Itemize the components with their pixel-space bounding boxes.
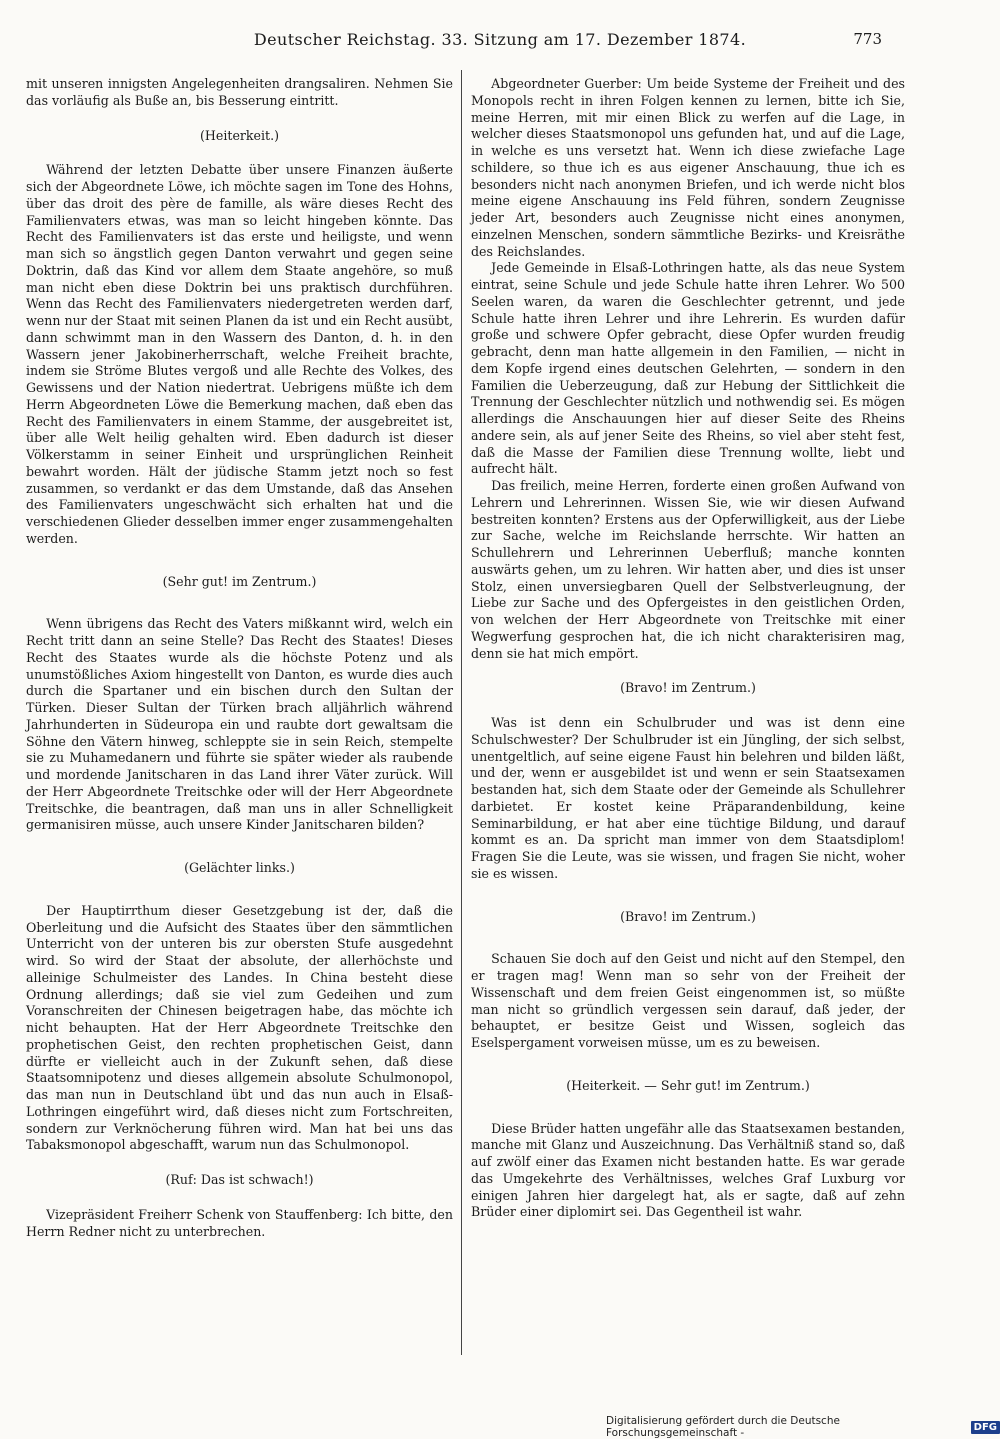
reaction: (Bravo! im Zentrum.) [620, 908, 756, 924]
paragraph: Das freilich, meine Herren, forderte einen großen Aufwand von Lehrern und Lehrerinnen. Wissen Sie, wie wir diesen Aufwand bestreiten konnten? Erstens aus der Opferwilligkeit, aus der Liebe zur Sache, welche im Reichslande herrschte. Wir hatten an Schullehrern und Lehrerinnen Ueberfluß; manche konnten auswärts gehen, um zu lehren. Wir hatten aber, und dies ist unser Stolz, einen unversiegbaren Quell der Selbstverleugnung, der Liebe zur Sache und des Opfergeistes in den geistlichen Orden, von welchen der Herr Abgeordnete von Treitschke mit einer Wegwerfung gesprochen hat, die ich nicht charakterisiren mag, denn sie hat mich empört. [471, 478, 905, 661]
paragraph: Vizepräsident Freiherr Schenk von Stauffenberg: Ich bitte, den Herrn Redner nicht zu unterbrechen. [26, 1206, 453, 1239]
dfg-logo: DFG [971, 1421, 1000, 1434]
paragraph: Wenn übrigens das Recht des Vaters mißkannt wird, welch ein Recht tritt dann an seine Stelle? Das Recht des Staates! Dieses Recht des Staates wurde als die höchste Potenz und als unumstößliches Axiom hingestellt von Danton, es wurde dies auch durch die Spartaner und ein bischen durch den Sultan der Türken. Dieser Sultan der Türken brach alljährlich während Jahrhunderten in Südeuropa ein und raubte dort gewaltsam die Söhne den Vätern hinweg, schleppte sie in sein Reich, stempelte sie zu Muhamedanern und führte sie später wieder als raubende und mordende Janitscharen in das Land ihrer Väter zurück. Will der Herr Abgeordnete Treitschke oder will der Herr Abgeordnete Treitschke, die beantragen, daß man uns in aller Schnelligkeit germanisiren müsse, auch unsere Kinder Janitscharen bilden? [26, 616, 453, 833]
reaction: (Ruf: Das ist schwach!) [165, 1172, 314, 1187]
paragraph: mit unseren innigsten Angelegenheiten drangsaliren. Nehmen Sie das vorläufig als Buße an, bis Besserung eintritt. [26, 76, 453, 108]
running-title: Deutscher Reichstag. 33. Sitzung am 17. Dezember 1874. [253, 30, 747, 49]
paragraph: Während der letzten Debatte über unsere Finanzen äußerte sich der Abgeordnete Löwe, ich möchte sagen im Tone des Hohns, über das droit des père de famille, als wäre dieses Recht des Familienvaters etwas, was man so leicht hingeben könnte. Das Recht des Familienvaters ist das erste und heiligste, und wenn man sich so ängstlich gegen Danton verwahrt und gegen seine Doktrin, daß das Kind vor allem dem Staate angehöre, so muß man nicht eben diese Doktrin bei uns praktisch durchführen. Wenn das Recht des Familienvaters niedergetreten werden darf, wenn nur der Staat mit seinen Planen da ist und ein Recht ausübt, dann schwimmt man in den Wassern des Danton, d. h. in den Wassern jener Jakobinerherrschaft, welche Freiheit brachte, indem sie Ströme Blutes vergoß und alle Rechte des Volkes, des Gewissens und der Nation niedertrat. Uebrigens müßte ich dem Herrn Abgeordneten Löwe die Bemerkung machen, daß eben das Recht des Familienvaters in einem Stamme, der ausgebreitet ist, über alle Welt heilig gehalten wird. Eben dadurch ist dieser Völkerstamm in seiner Einheit und ursprünglichen Reinheit bewahrt worden. Hält der jüdische Stamm jetzt noch so fest zusammen, so verdankt er das dem Umstande, daß das Ansehen des Familienvaters ungeschwächt sich erhalten hat und die verschiedenen Glieder desselben immer enger zusammengehalten werden. [26, 162, 453, 546]
digitization-footer [606, 1415, 1000, 1439]
left-column [26, 76, 453, 1240]
page-number: 773 [853, 30, 882, 48]
footer-text: Digitalisierung gefördert durch die Deutsche Forschungsgemeinschaft - [606, 1415, 840, 1439]
paragraph: Der Hauptirrthum dieser Gesetzgebung ist der, daß die Oberleitung und die Aufsicht des Staates über den sämmtlichen Unterricht von der unteren bis zur obersten Stufe ausgedehnt wird. So wird der Staat der absolute, der allerhöchste und alleinige Schulmeister des Landes. In China besteht diese Ordnung allerdings; daß sie viel zum Gedeihen und zum Voranschreiten der Chinesen beigetragen habe, das möchte ich nicht behaupten. Hat der Herr Abgeordnete Treitschke den prophetischen Geist, den rechten prophetischen Geist, dann dürfte er vielleicht auch in der Zukunft sehen, daß diese Staatsomnipotenz und dieses allgemein absolute Schulmonopol, das man nun in Deutschland übt und das nun auch in Elsaß-Lothringen eingeführt wird, daß dieses nicht zum Fortschreiten, sondern zur Verknöcherung führen wird. Man hat bei uns das Tabaksmonopol abgeschafft, warum nun das Schulmonopol. [26, 902, 453, 1153]
paragraph: Was ist denn ein Schulbruder und was ist denn eine Schulschwester? Der Schulbruder ist ein Jüngling, der sich selbst, unentgeltlich, auf seine eigene Faust hin belehren und bilden läßt, und der, wenn er ausgebildet ist und wenn er sein Staatsexamen bestanden hat, sich dem Staate oder der Gemeinde als Schullehrer darbietet. Er kostet keine Präparandenbildung, keine Seminarbildung, er hat aber eine tüchtige Bildung, und darauf kommt es an. Da spricht man immer von dem Staatsdiplom! Fragen Sie die Leute, was sie wissen, und fragen Sie nicht, woher sie es wissen. [471, 715, 905, 881]
paragraph: Diese Brüder hatten ungefähr alle das Staatsexamen bestanden, manche mit Glanz und Auszeichnung. Das Verhältniß stand so, daß auf zwölf einer das Examen nicht bestanden hatte. Es war gerade das Umgekehrte des Verhältnisses, welches Graf Luxburg vor einigen Jahren hier dargelegt hat, als er sagte, daß auf zehn Brüder einer diplomirt sei. Das Gegentheil ist wahr. [471, 1120, 905, 1220]
paragraph: Schauen Sie doch auf den Geist und nicht auf den Stempel, den er tragen mag! Wenn man so sehr von der Freiheit der Wissenschaft und dem freien Geist eingenommen ist, so müßte man nicht so gründlich vergessen sein darauf, daß jeder, der behauptet, er besitze Geist und Wissen, sogleich das Eselspergament vorweisen müsse, um es zu beweisen. [471, 951, 905, 1050]
reaction: (Bravo! im Zentrum.) [620, 680, 756, 696]
paragraph: Abgeordneter Guerber: Um beide Systeme der Freiheit und des Monopols recht in ihren Folgen kennen zu lernen, bitte ich Sie, meine Herren, mit mir einen Blick zu werfen auf die Lage, in welcher dieses Staatsmonopol uns gefunden hat, und auf die Lage, in welche es uns versetzt hat. Wenn ich diese zwiefache Lage schildere, so thue ich es aus eigener Anschauung, thue ich es besonders nicht nach anonymen Briefen, und ich werde nicht blos meine eigene Anschauung ins Feld führen, sondern Zeugnisse jeder Art, besonders auch Zeugnisse nicht eines anonymen, einzelnen Menschen, sondern sämmtliche Bezirks- und Kreisräthe des Reichslandes. [471, 76, 905, 259]
reaction: (Sehr gut! im Zentrum.) [162, 573, 317, 589]
page-header [0, 30, 1000, 54]
reaction: (Heiterkeit.) [200, 127, 279, 143]
reaction: (Gelächter links.) [184, 860, 295, 875]
paragraph: Jede Gemeinde in Elsaß-Lothringen hatte, als das neue System eintrat, seine Schule und jede Schule hatte ihren Lehrer. Wo 500 Seelen waren, da waren die Geschlechter getrennt, und jede Schule hatte ihren Lehrer und ihre Lehrerin. Es wurden dafür große und schwere Opfer gebracht, diese Opfer wurden freudig gebracht, denn man hatte allgemein in den Familien, — nicht in dem Kopfe irgend eines deutschen Gelehrten, — sondern in den Familien die Ueberzeugung, daß zur Hebung der Sittlichkeit die Trennung der Geschlechter nützlich und nothwendig sei. Es mögen allerdings die Anschauungen hier auf dieser Seite des Rheins andere sein, als auf jener Seite des Rheins, so viel aber steht fest, daß die Masse der Familien diese Trennung wollte, liebt und aufrecht hält. [471, 260, 905, 477]
reaction: (Heiterkeit. — Sehr gut! im Zentrum.) [566, 1077, 810, 1093]
column-divider [461, 70, 462, 1355]
right-column [471, 76, 905, 1221]
